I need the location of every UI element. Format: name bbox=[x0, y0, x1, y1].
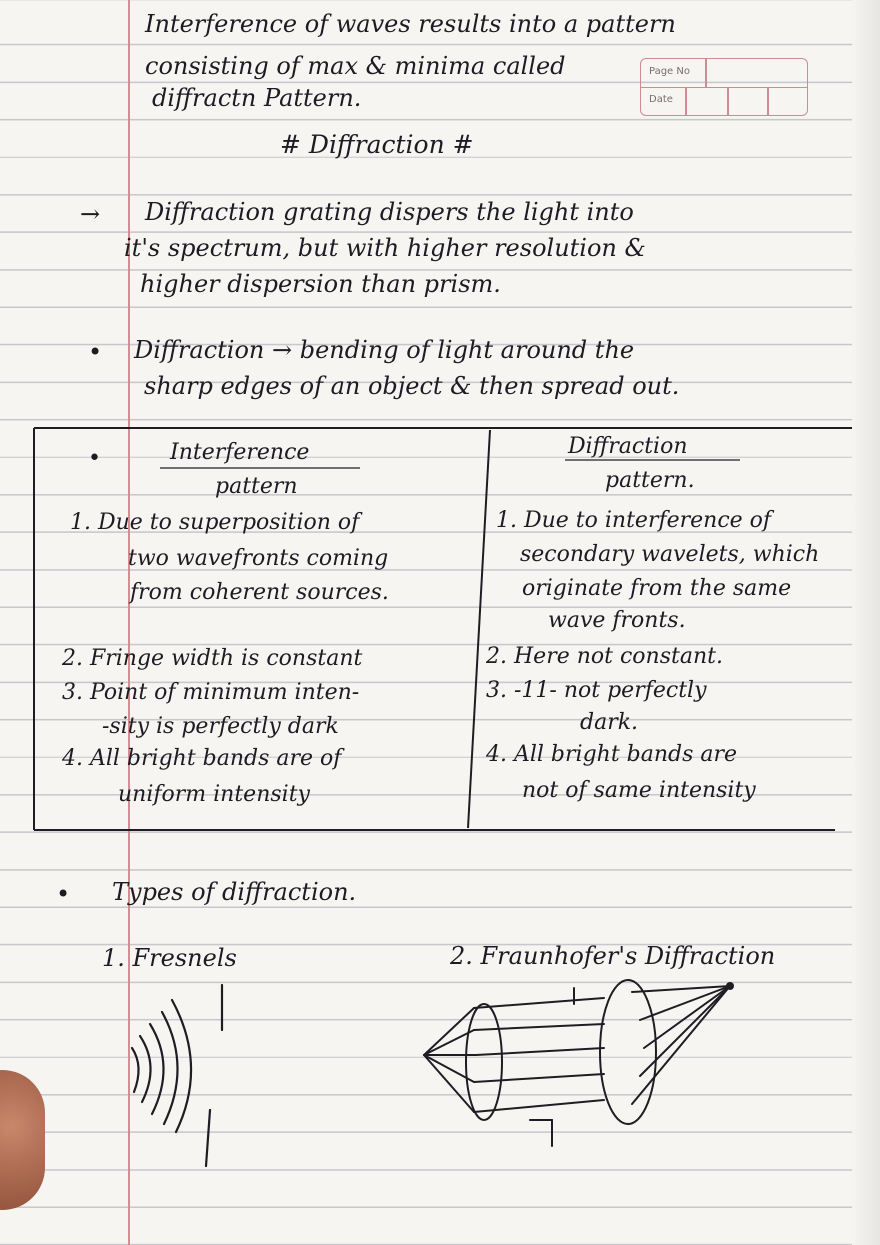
definition-bullet: • bbox=[88, 338, 103, 366]
right-row-1-line-1: 1. Due to interference of bbox=[496, 508, 772, 533]
left-row-4-line-1: 4. All bright bands are of bbox=[62, 746, 342, 771]
fraunhofer-ray bbox=[476, 1048, 604, 1055]
fraunhofer-lens-1 bbox=[466, 1004, 502, 1120]
date-label: Date bbox=[649, 94, 673, 105]
intro-line-3: diffractn Pattern. bbox=[152, 84, 362, 112]
right-row-4-line-1: 4. All bright bands are bbox=[486, 742, 738, 767]
right-row-4-line-2: not of same intensity bbox=[522, 778, 756, 803]
grating-line-1: Diffraction grating dispers the light into bbox=[145, 198, 634, 226]
type-2-fraunhofer: 2. Fraunhofer's Diffraction bbox=[450, 942, 776, 970]
definition-line-2: sharp edges of an object & then spread out. bbox=[144, 372, 680, 400]
header-diffraction-line-2: pattern. bbox=[605, 468, 695, 493]
left-row-3-line-1: 3. Point of minimum inten- bbox=[62, 680, 360, 705]
header-diffraction-line-1: Diffraction bbox=[568, 434, 688, 459]
types-heading: Types of diffraction. bbox=[112, 878, 357, 906]
fraunhofer-ray bbox=[474, 1074, 604, 1082]
table-row-marker: • bbox=[88, 446, 101, 471]
intro-line-2: consisting of max & minima called bbox=[145, 52, 566, 80]
right-row-1-line-2: secondary wavelets, which bbox=[520, 542, 820, 567]
type-1-fresnel: 1. Fresnels bbox=[102, 944, 237, 972]
fraunhofer-focus-point bbox=[726, 982, 734, 990]
right-row-3-line-2: dark. bbox=[580, 710, 639, 735]
right-row-3-line-1: 3. -11- not perfectly bbox=[486, 678, 707, 703]
header-interference-line-2: pattern bbox=[215, 474, 298, 499]
grating-line-3: higher dispersion than prism. bbox=[140, 270, 501, 298]
fraunhofer-ray bbox=[474, 1100, 604, 1112]
page-no-label: Page No bbox=[649, 66, 690, 77]
page-title: # Diffraction # bbox=[280, 130, 474, 159]
left-row-3-line-2: -sity is perfectly dark bbox=[102, 714, 339, 739]
left-row-1-line-1: 1. Due to superposition of bbox=[70, 510, 360, 535]
left-row-4-line-2: uniform intensity bbox=[118, 782, 310, 807]
fraunhofer-ray bbox=[474, 998, 604, 1008]
right-row-1-line-4: wave fronts. bbox=[548, 608, 686, 633]
fraunhofer-lens-2 bbox=[600, 980, 656, 1124]
left-row-2-line-1: 2. Fringe width is constant bbox=[62, 646, 363, 671]
fraunhofer-ray bbox=[640, 986, 730, 1076]
arrow-bullet: → bbox=[80, 200, 101, 228]
grating-line-2: it's spectrum, but with higher resolution & bbox=[124, 234, 646, 262]
fraunhofer-ray bbox=[474, 1024, 604, 1030]
left-row-1-line-3: from coherent sources. bbox=[130, 580, 389, 605]
intro-line-1: Interference of waves results into a pattern bbox=[145, 10, 676, 38]
definition-line-1: Diffraction → bending of light around the bbox=[134, 336, 635, 364]
types-bullet: • bbox=[56, 880, 71, 908]
right-row-1-line-3: originate from the same bbox=[522, 576, 792, 601]
left-row-1-line-2: two wavefronts coming bbox=[128, 546, 389, 571]
right-row-2-line-1: 2. Here not constant. bbox=[486, 644, 723, 669]
header-interference-line-1: Interference bbox=[170, 440, 310, 465]
